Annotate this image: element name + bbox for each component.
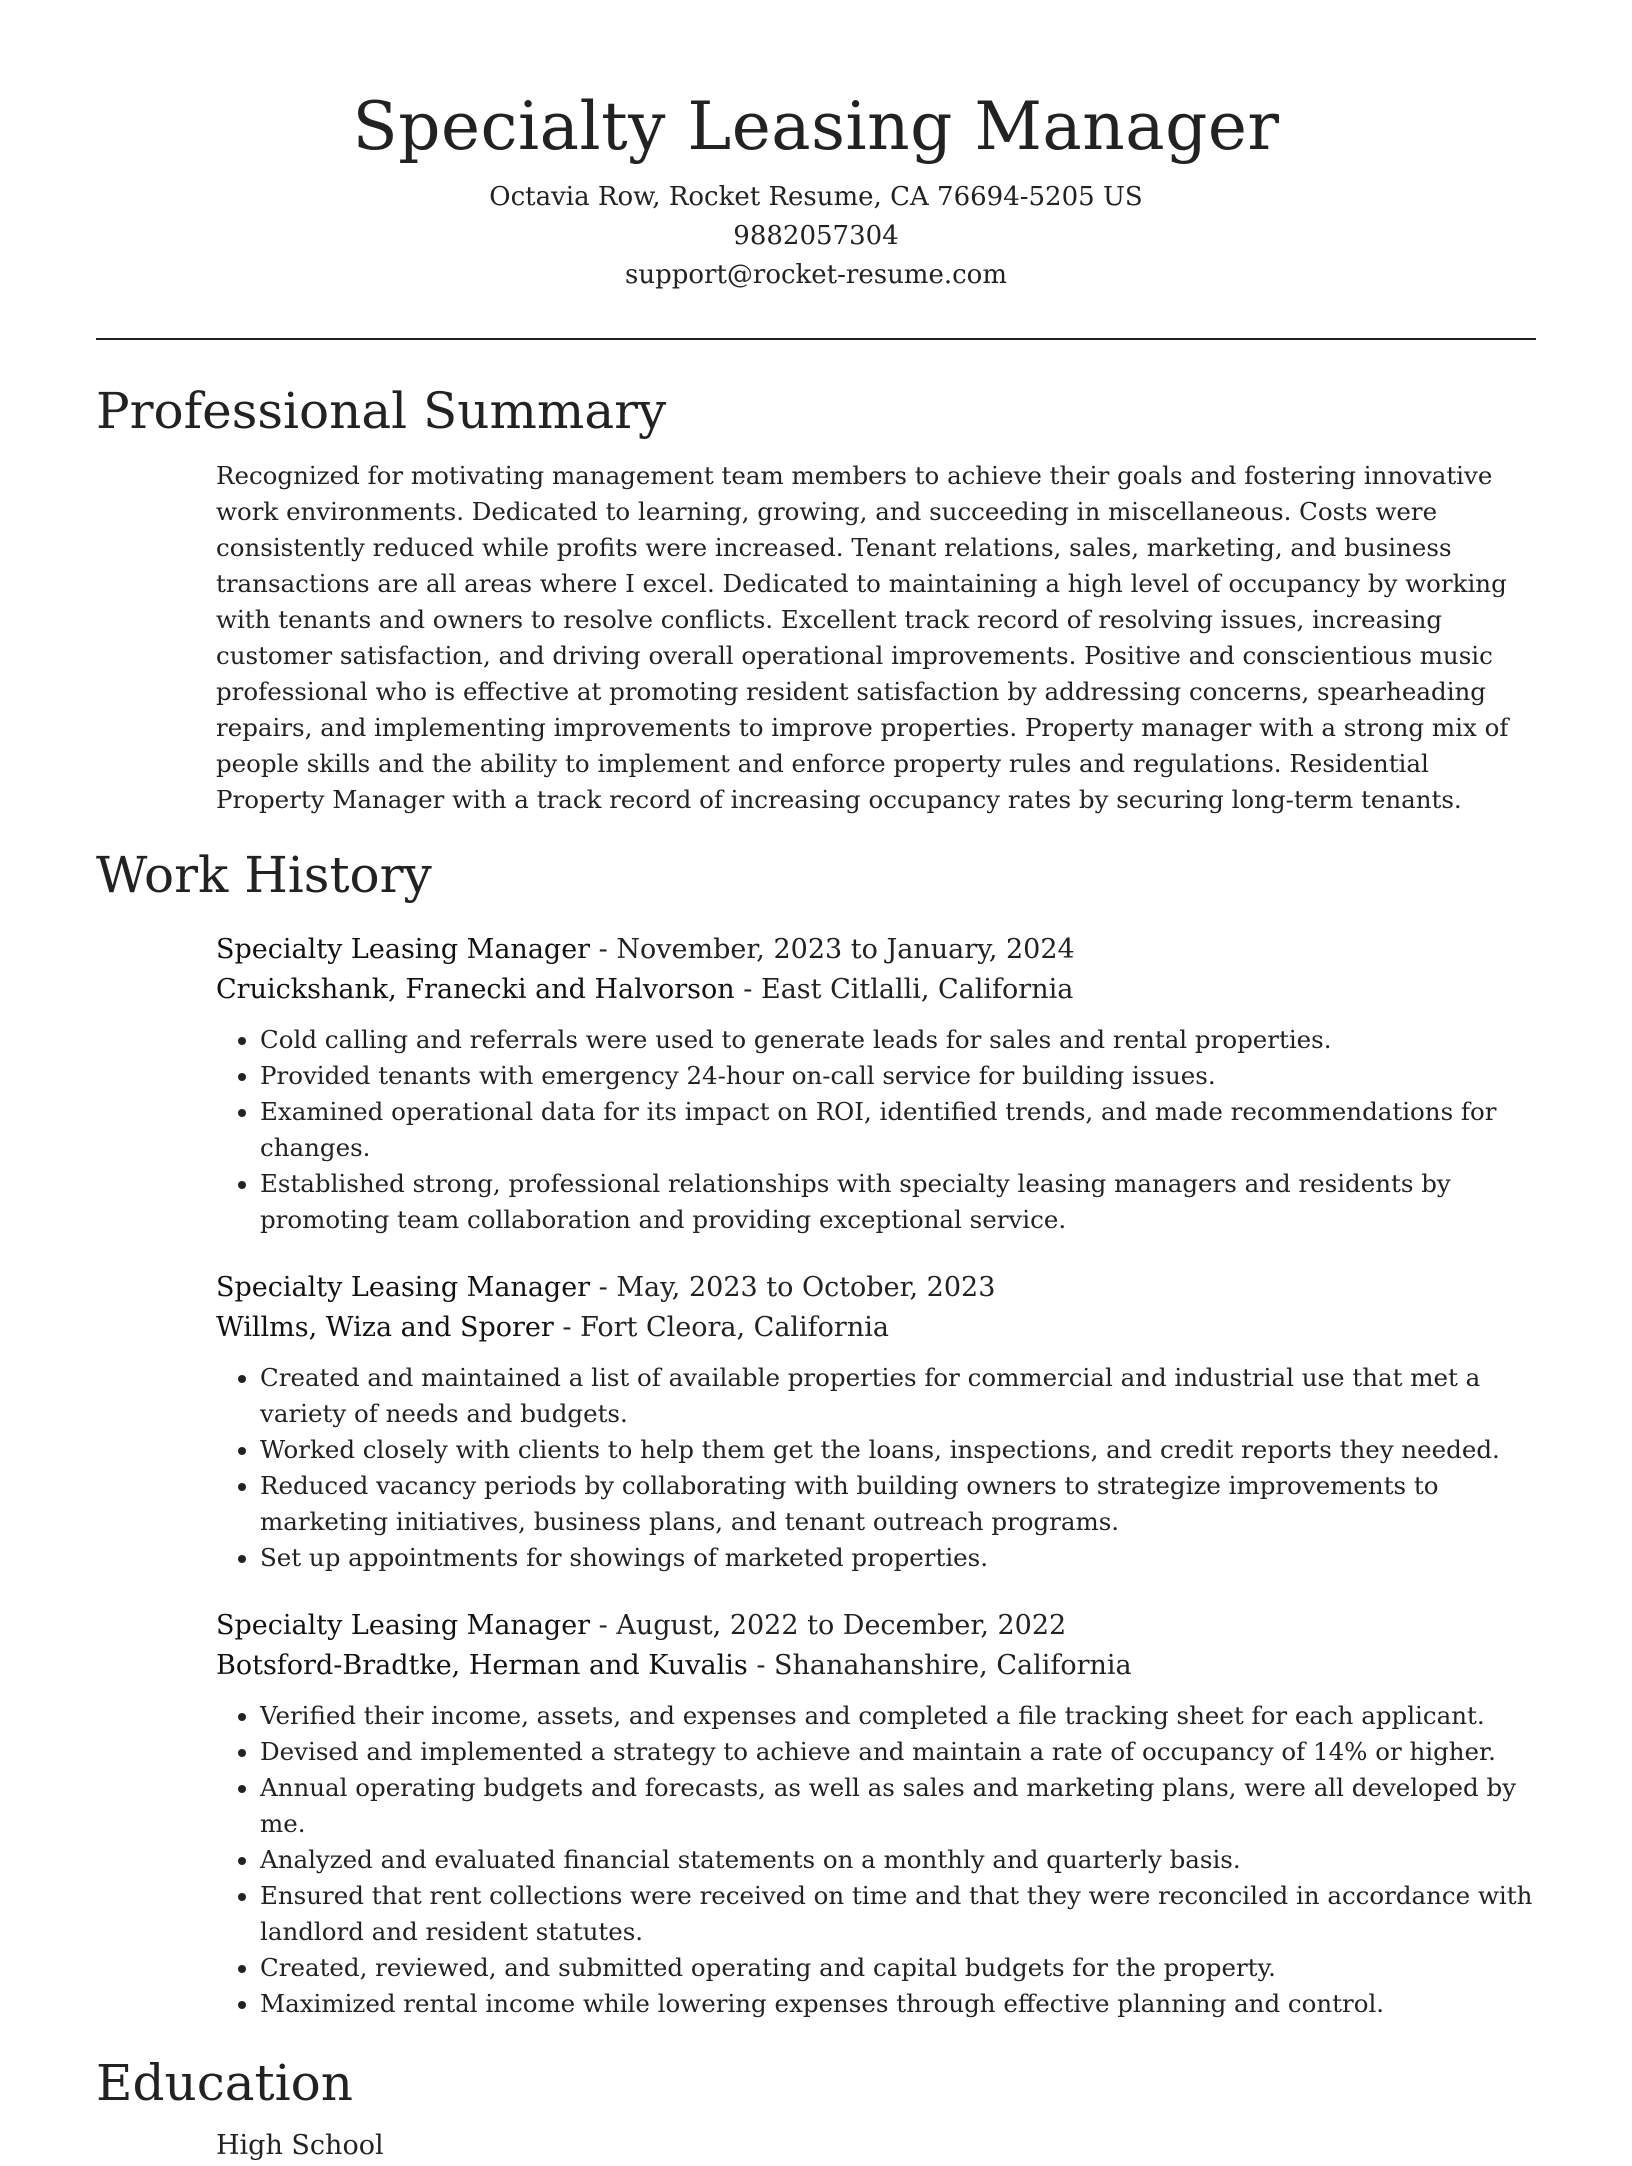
job-location: Fort Cleora, California — [580, 1312, 889, 1343]
contact-email: support@rocket-resume.com — [624, 260, 1007, 290]
job-title-line — [216, 1268, 1536, 1308]
section-title-work-history: Work History — [96, 846, 432, 904]
job-title-line — [216, 930, 1536, 970]
job-entry — [216, 930, 1536, 1238]
job-dates: November, 2023 to January, 2024 — [616, 934, 1075, 965]
job-company-line — [216, 970, 1536, 1010]
job-bullets — [216, 1698, 1536, 2022]
job-company: Botsford-Bradtke, Herman and Kuvalis — [216, 1650, 748, 1681]
separator: - — [734, 974, 761, 1005]
separator: - — [590, 1272, 617, 1303]
job-title-line — [216, 1606, 1536, 1646]
resume-header — [0, 0, 1632, 295]
list-item: • Annual operating budgets and forecasts, as well as sales and marketing plans, were all developed by me. — [260, 1770, 1536, 1842]
job-dates: August, 2022 to December, 2022 — [616, 1610, 1067, 1641]
job-location: Shanahanshire, California — [774, 1650, 1132, 1681]
list-item: • Set up appointments for showings of marketed properties. — [260, 1540, 1536, 1576]
job-bullets — [216, 1022, 1536, 1238]
list-item: • Created, reviewed, and submitted operating and capital budgets for the property. — [260, 1950, 1536, 1986]
job-company-line — [216, 1646, 1536, 1686]
job-entry — [216, 1268, 1536, 1576]
header-divider — [96, 338, 1536, 340]
list-item: • Created and maintained a list of available properties for commercial and industrial use that met a variety of needs and budgets. — [260, 1360, 1536, 1432]
list-item: • Verified their income, assets, and expenses and completed a file tracking sheet for each applicant. — [260, 1698, 1536, 1734]
job-title: Specialty Leasing Manager — [216, 1610, 591, 1641]
list-item: • Established strong, professional relationships with specialty leasing managers and residents by promoting team collaboration and providing exceptional service. — [260, 1166, 1536, 1238]
job-company: Willms, Wiza and Sporer — [216, 1312, 554, 1343]
contact-address: Octavia Row, Rocket Resume, CA 76694-5205 US — [489, 182, 1143, 212]
list-item: • Reduced vacancy periods by collaborating with building owners to strategize improvements to marketing initiatives, business plans, and tenant outreach programs. — [260, 1468, 1536, 1540]
job-entry — [216, 1606, 1536, 2022]
job-dates: May, 2023 to October, 2023 — [616, 1272, 996, 1303]
job-company: Cruickshank, Franecki and Halvorson — [216, 974, 735, 1005]
education-entry: High School — [216, 2130, 384, 2161]
separator: - — [747, 1650, 775, 1681]
separator: - — [553, 1312, 581, 1343]
list-item: • Devised and implemented a strategy to achieve and maintain a rate of occupancy of 14% or higher. — [260, 1734, 1536, 1770]
job-title: Specialty Leasing Manager — [216, 1272, 591, 1303]
separator: - — [590, 934, 617, 965]
list-item: • Provided tenants with emergency 24-hour on-call service for building issues. — [260, 1058, 1536, 1094]
list-item: • Worked closely with clients to help them get the loans, inspections, and credit reports they needed. — [260, 1432, 1536, 1468]
job-location: East Citlalli, California — [760, 974, 1074, 1005]
separator: - — [590, 1610, 617, 1641]
job-bullets — [216, 1360, 1536, 1576]
list-item: • Maximized rental income while lowering expenses through effective planning and control. — [260, 1986, 1536, 2022]
summary-text: Recognized for motivating management team members to achieve their goals and fostering innovative work environments. Dedicated to learning, growing, and succeeding in miscellaneous. Costs were consistently reduced while profits were increased. Tenant relations, sales, marketing, and business transactions are all areas where I excel. Dedicated to maintaining a high level of occupancy by working with tenants and owners to resolve conflicts. Excellent track record of resolving issues, increasing customer satisfaction, and driving overall operational improvements. Positive and conscientious music professional who is effective at promoting resident satisfaction by addressing concerns, spearheading repairs, and implementing improvements to improve properties. Property manager with a strong mix of people skills and the ability to implement and enforce property rules and regulations. Residential Property Manager with a track record of increasing occupancy rates by securing long-term tenants. — [216, 461, 1509, 814]
resume-title: Specialty Leasing Manager — [352, 88, 1280, 165]
list-item: • Ensured that rent collections were received on time and that they were reconciled in accordance with landlord and resident statutes. — [260, 1878, 1536, 1950]
contact-phone: 9882057304 — [733, 221, 899, 251]
section-title-summary: Professional Summary — [96, 382, 667, 440]
list-item: • Analyzed and evaluated financial statements on a monthly and quarterly basis. — [260, 1842, 1536, 1878]
job-title: Specialty Leasing Manager — [216, 934, 591, 965]
list-item: • Cold calling and referrals were used to generate leads for sales and rental properties. — [260, 1022, 1536, 1058]
contact-block — [0, 178, 1632, 295]
job-company-line — [216, 1308, 1536, 1348]
list-item: • Examined operational data for its impact on ROI, identified trends, and made recommendations for changes. — [260, 1094, 1536, 1166]
section-title-education: Education — [96, 2054, 353, 2112]
